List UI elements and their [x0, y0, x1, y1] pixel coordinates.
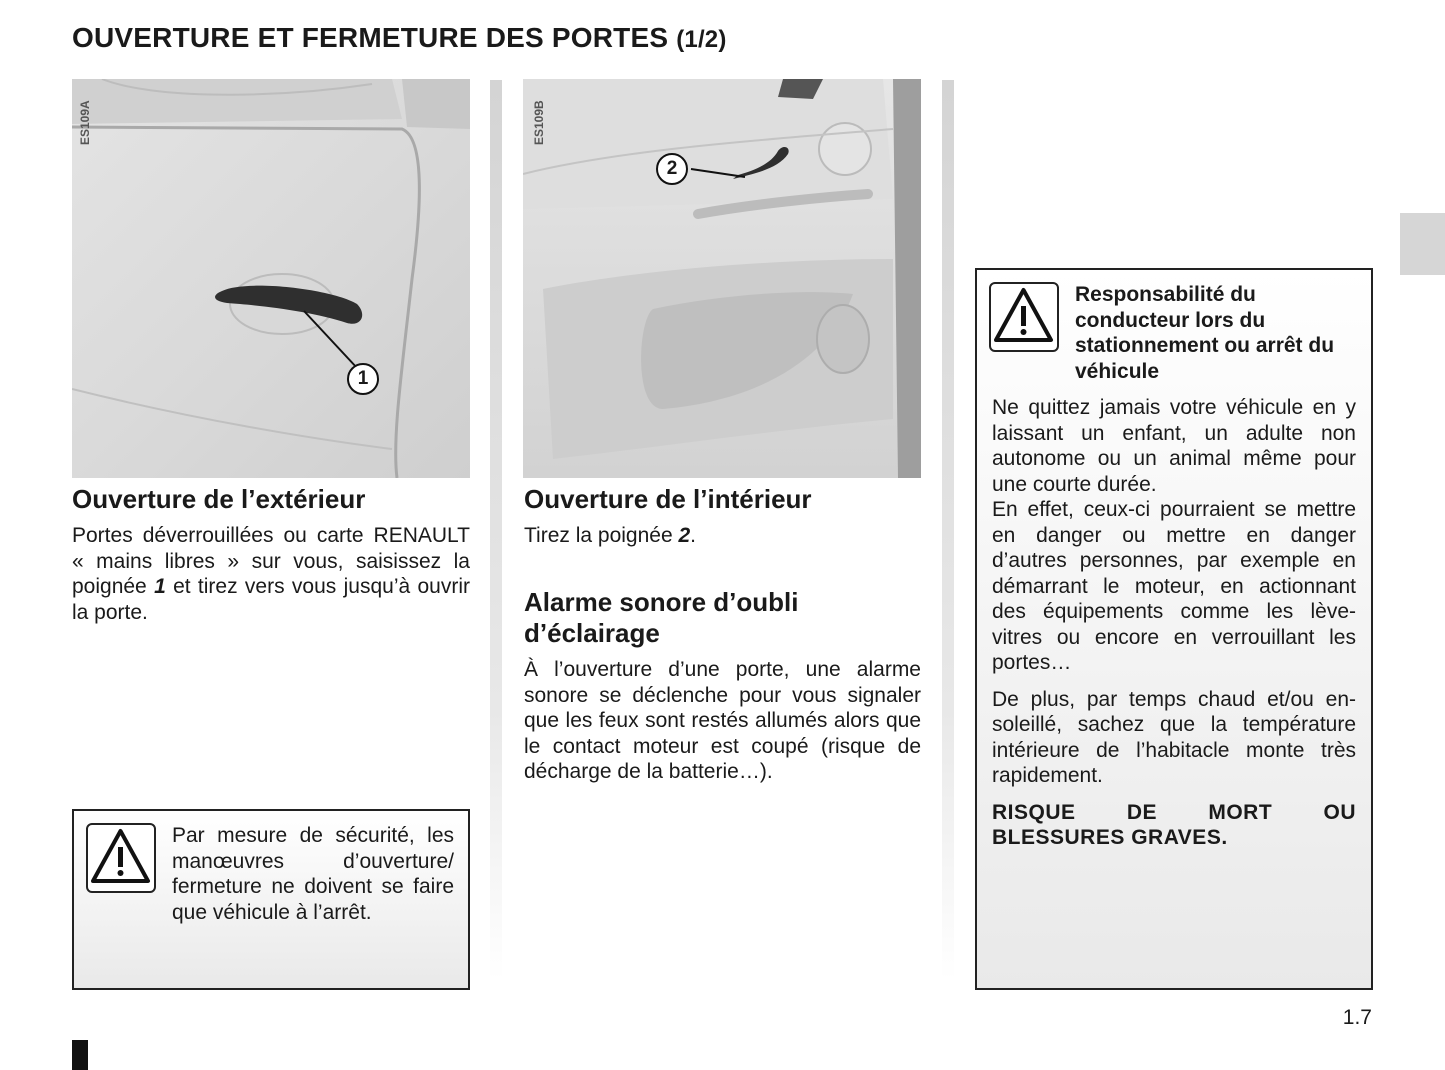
heading-interior: Ouverture de l’intérieur: [524, 484, 812, 514]
alarm-heading-line2: d’éclairage: [524, 618, 660, 648]
warning-triangle-icon: [86, 823, 156, 893]
column-divider-right: [942, 80, 954, 980]
section-exterior: [72, 484, 470, 625]
responsibility-title: Responsabilité du conducteur lors du stationnement ou arrêt du véhicule: [1075, 283, 1335, 383]
chapter-tab: [1400, 213, 1445, 275]
interior-instructions: [524, 523, 921, 549]
responsibility-para-1: Ne quittez jamais votre véhicule en y laissant un enfant, un adulte non autonome ou un animal même pour une courte durée.: [992, 396, 1356, 496]
responsibility-warning-box: [975, 268, 1373, 990]
responsibility-para-4: RISQUE DE MORT OU BLESSURES GRAVES.: [992, 800, 1356, 849]
exterior-text-1: Portes déverrouillées ou carte RENAULT « mains libres » sur vous, saisissez la poignée: [72, 524, 470, 598]
safety-warning-box: [72, 809, 470, 990]
figure-exterior-handle: [72, 79, 470, 478]
interior-door-illustration: [523, 79, 921, 478]
figure-interior-handle: [523, 79, 921, 478]
heading-exterior: Ouverture de l’extérieur: [72, 484, 366, 514]
heading-lights-alarm: [524, 587, 921, 649]
title-part: (1/2): [676, 26, 727, 53]
callout-2: 2: [656, 153, 688, 185]
interior-text-2: .: [690, 524, 697, 547]
warning-triangle-icon: [989, 282, 1059, 352]
column-divider-left: [490, 80, 502, 980]
figure-code: ES109A: [78, 100, 92, 145]
responsibility-para-2: En effet, ceux-ci pourraient se mettre en danger ou mettre en danger d’autres personnes, par exemple en démarrant le moteur, en actionnant des équipements comme les lève-vitres ou encore en verrouillant les portes…: [992, 498, 1356, 674]
safety-warning-text: Par mesure de sécurité, les manœuvres d’ouverture/ fermeture ne doivent se faire que véhicule à l’arrêt.: [172, 824, 454, 924]
responsibility-para-3: De plus, par temps chaud et/ou ensoleillé, sachez que la température intérieure de l’habitacle monte très rapidement.: [992, 687, 1356, 787]
title-main: OUVERTURE ET FERMETURE DES PORTES: [72, 22, 669, 53]
exterior-door-illustration: [72, 79, 470, 478]
interior-text-1: Tirez la poignée: [524, 524, 679, 547]
responsibility-body: [992, 395, 1356, 851]
page-title: [72, 22, 727, 54]
alarm-text: À l’ouverture d’une porte, une alarme sonore se déclenche pour vous signaler que les feux sont restés allumés alors que le contact moteur est coupé (risque de décharge de la batterie…).: [524, 658, 921, 783]
alarm-heading-line1: Alarme sonore d’oubli: [524, 587, 799, 617]
exterior-text-ref: 1: [154, 575, 166, 598]
callout-1: 1: [347, 363, 379, 395]
figure-code: ES109B: [532, 100, 546, 145]
section-interior: [524, 484, 921, 549]
exterior-instructions: [72, 523, 470, 625]
page-number: 1.7: [1342, 1006, 1372, 1029]
exterior-text-2: et tirez vers vous jusqu’à ouvrir la porte.: [72, 575, 470, 624]
corner-mark: [72, 1040, 88, 1070]
interior-text-ref: 2: [678, 524, 691, 547]
section-lights-alarm: [524, 587, 921, 785]
